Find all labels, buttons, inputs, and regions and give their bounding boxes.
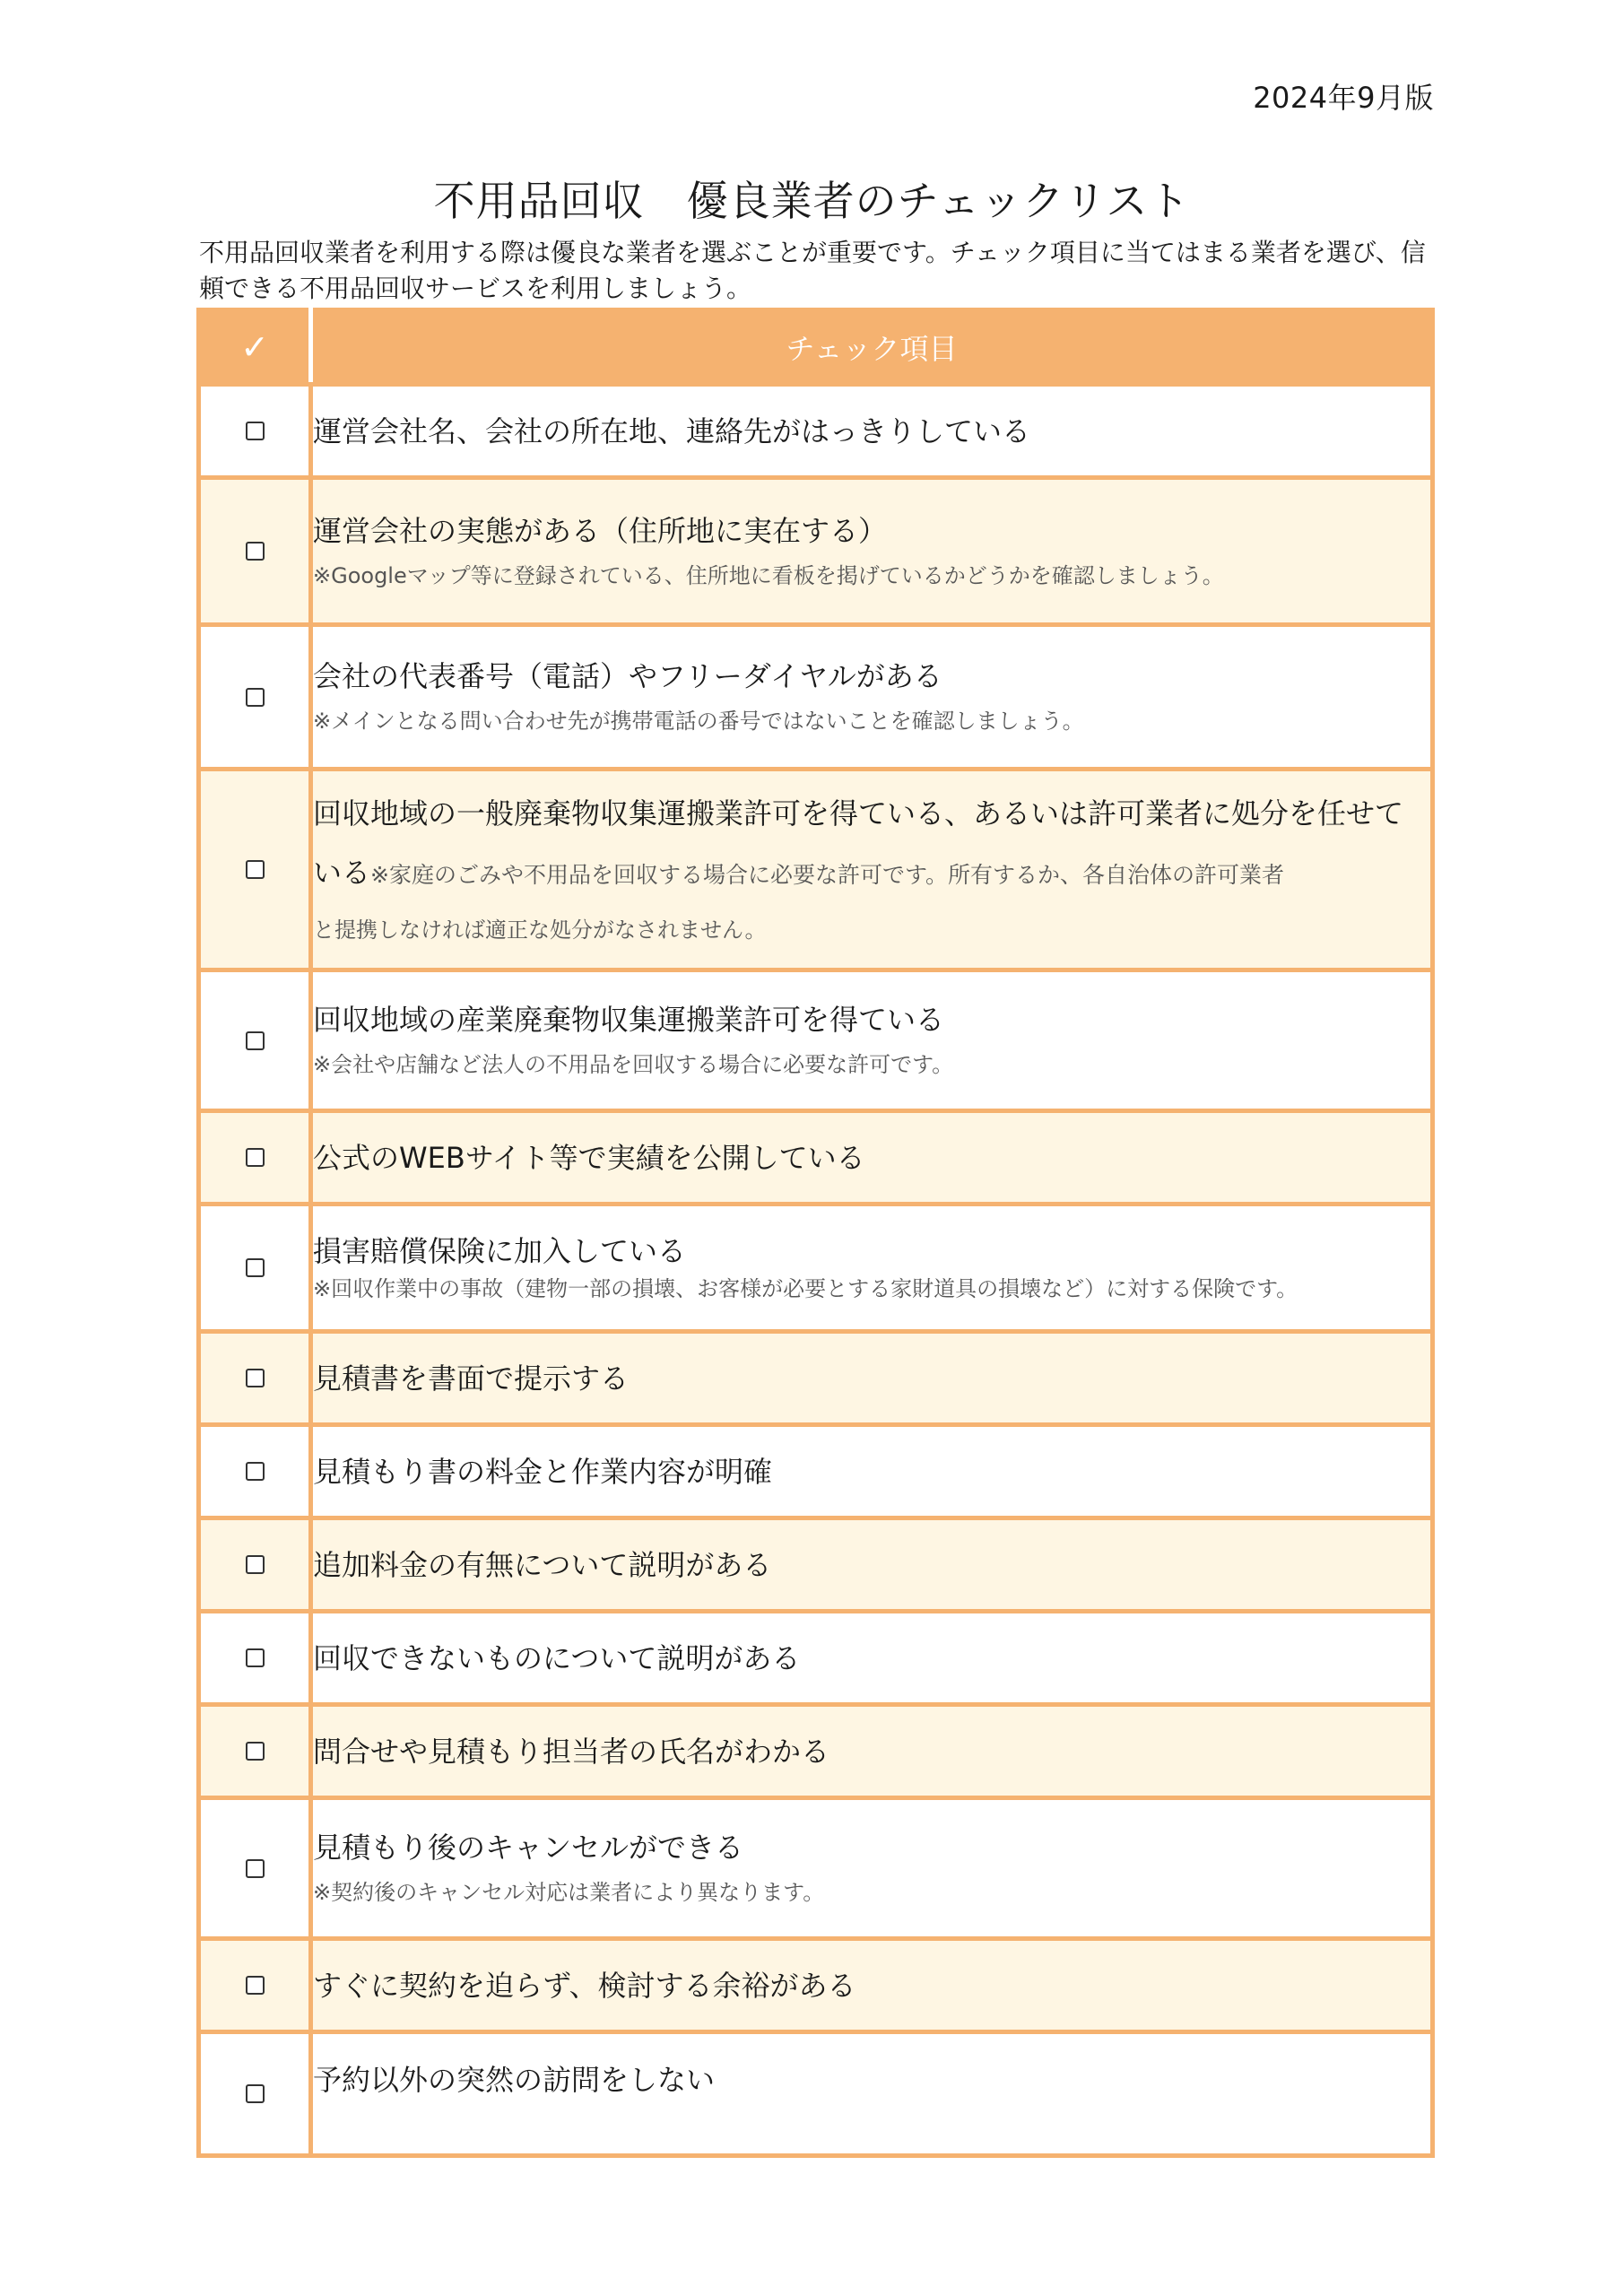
item-cell — [311, 1798, 1433, 1939]
checkbox[interactable] — [246, 422, 265, 440]
item-note: ※会社や店舗など法人の不用品を回収する場合に必要な許可です。 — [313, 1052, 954, 1077]
checkbox-cell — [199, 770, 311, 970]
checkbox-cell — [199, 1612, 311, 1705]
item-title: 予約以外の突然の訪問をしない — [313, 2063, 716, 2097]
item-title: 運営会社名、会社の所在地、連絡先がはっきりしている — [313, 413, 1031, 448]
table-row — [199, 970, 1433, 1111]
checkbox[interactable] — [246, 1148, 265, 1167]
item-title: 見積もり書の料金と作業内容が明確 — [313, 1454, 773, 1489]
check-column-header: ✓ — [199, 310, 311, 385]
item-cell — [311, 1111, 1433, 1205]
edition-label: 2024年9月版 — [1253, 81, 1434, 115]
page-title: 不用品回収 優良業者のチェックリスト — [433, 177, 1191, 225]
table-row — [199, 1205, 1433, 1332]
item-cell — [311, 478, 1433, 625]
item-cell — [311, 1939, 1433, 2032]
item-title: 公式のWEBサイト等で実績を公開している — [313, 1140, 865, 1175]
checkbox-cell — [199, 1425, 311, 1518]
item-title: 損害賠償保険に加入している — [313, 1233, 687, 1268]
checkbox-cell — [199, 2032, 311, 2156]
item-title: 追加料金の有無について説明がある — [313, 1547, 772, 1582]
checkbox[interactable] — [246, 688, 265, 707]
checkbox-cell — [199, 1939, 311, 2032]
table-row — [199, 770, 1433, 970]
checkbox[interactable] — [246, 1462, 265, 1481]
checkbox-cell — [199, 1332, 311, 1425]
checkbox[interactable] — [246, 1859, 265, 1878]
table-row — [199, 2032, 1433, 2156]
checkbox[interactable] — [246, 1258, 265, 1277]
item-title: 回収できないものについて説明がある — [313, 1640, 801, 1675]
checkbox[interactable] — [246, 1976, 265, 1995]
checkbox-cell — [199, 1518, 311, 1612]
item-title: すぐに契約を迫らず、検討する余裕がある — [313, 1968, 856, 2003]
item-note: ※Googleマップ等に登録されている、住所地に看板を掲げているかどうかを確認しましょう。 — [313, 562, 1224, 588]
item-note-inline: ※家庭のごみや不用品を回収する場合に必要な許可です。所有するか、各自治体の許可業者 — [370, 862, 1284, 888]
item-title-text: 回収地域の一般廃棄物収集運搬業許可を得ている、あるいは許可業者に処分を任せている — [313, 796, 1404, 890]
table-row — [199, 625, 1433, 770]
checkbox[interactable] — [246, 2084, 265, 2103]
item-title: 運営会社の実態がある（住所地に実在する） — [313, 513, 888, 548]
item-cell — [311, 625, 1433, 770]
checkbox[interactable] — [246, 1369, 265, 1387]
item-note: と提携しなければ適正な処分がなされません。 — [313, 918, 767, 943]
item-cell — [311, 1518, 1433, 1612]
table-row — [199, 1425, 1433, 1518]
checkbox-cell — [199, 1111, 311, 1205]
item-note: ※回収作業中の事故（建物一部の損壊、お客様が必要とする家財道具の損壊など）に対する保険です。 — [313, 1275, 1298, 1301]
item-cell — [311, 1205, 1433, 1332]
item-title — [313, 784, 1430, 905]
item-cell — [311, 385, 1433, 478]
item-title: 回収地域の産業廃棄物収集運搬業許可を得ている — [313, 1003, 945, 1037]
item-title: 見積もり後のキャンセルができる — [313, 1831, 744, 1865]
item-column-header: チェック項目 — [311, 310, 1433, 385]
item-cell — [311, 1705, 1433, 1798]
table-row — [199, 478, 1433, 625]
table-row — [199, 1111, 1433, 1205]
checkbox[interactable] — [246, 1648, 265, 1667]
table-row — [199, 1332, 1433, 1425]
checkbox[interactable] — [246, 1742, 265, 1761]
item-cell — [311, 1332, 1433, 1425]
item-cell — [311, 770, 1433, 970]
item-cell — [311, 2032, 1433, 2156]
checkbox[interactable] — [246, 542, 265, 561]
checkbox-cell — [199, 625, 311, 770]
table-row — [199, 385, 1433, 478]
item-note: ※契約後のキャンセル対応は業者により異なります。 — [313, 1880, 825, 1905]
checkbox-cell — [199, 385, 311, 478]
table-header-row — [199, 310, 1433, 385]
item-title: 問合せや見積もり担当者の氏名がわかる — [313, 1734, 830, 1769]
item-note: ※メインとなる問い合わせ先が携帯電話の番号ではないことを確認しましょう。 — [313, 709, 1084, 734]
checkbox-cell — [199, 478, 311, 625]
intro-text: 不用品回収業者を利用する際は優良な業者を選ぶことが重要です。チェック項目に当てはまる業者を選び、信頼できる不用品回収サービスを利用しましょう。 — [199, 238, 1426, 303]
table-row — [199, 1705, 1433, 1798]
table-row — [199, 1939, 1433, 2032]
item-cell — [311, 1425, 1433, 1518]
checkbox-cell — [199, 1705, 311, 1798]
item-cell — [311, 970, 1433, 1111]
checkbox[interactable] — [246, 1031, 265, 1050]
checkbox[interactable] — [246, 1555, 265, 1574]
item-title: 見積書を書面で提示する — [313, 1361, 630, 1396]
checkbox[interactable] — [246, 860, 265, 879]
table-row — [199, 1518, 1433, 1612]
checkbox-cell — [199, 1205, 311, 1332]
item-cell — [311, 1612, 1433, 1705]
checkbox-cell — [199, 970, 311, 1111]
table-row — [199, 1798, 1433, 1939]
checklist-table — [196, 308, 1435, 2158]
table-row — [199, 1612, 1433, 1705]
checkbox-cell — [199, 1798, 311, 1939]
item-title: 会社の代表番号（電話）やフリーダイヤルがある — [313, 659, 942, 693]
